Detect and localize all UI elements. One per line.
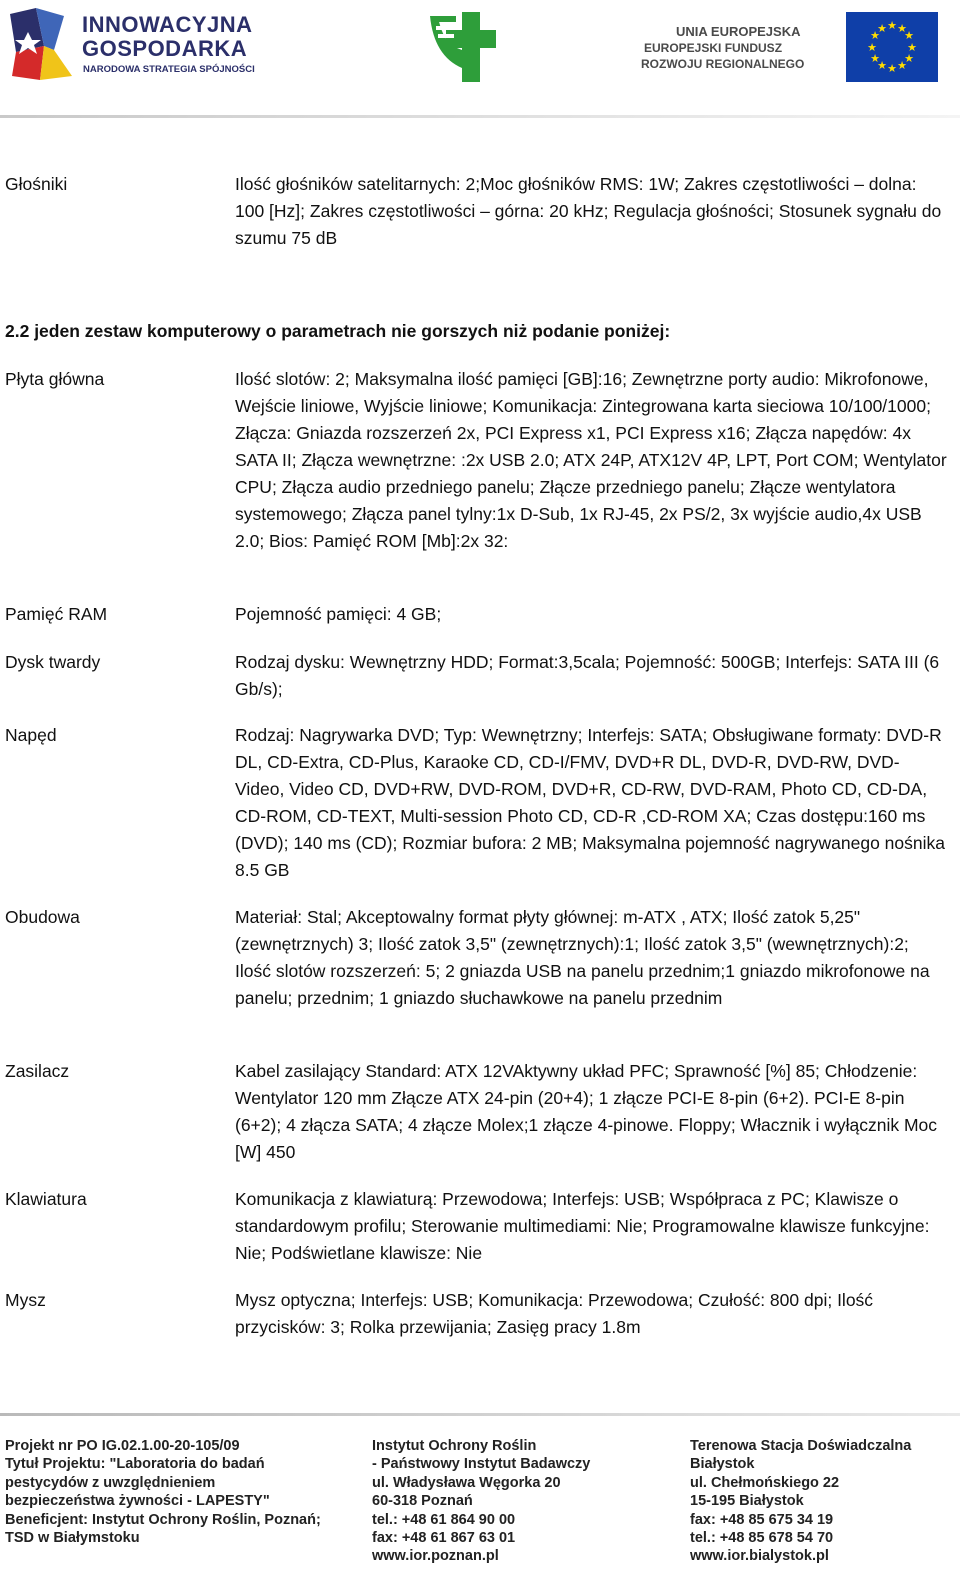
footer-tsd-bialystok bbox=[690, 1437, 911, 1566]
svg-text:★: ★ bbox=[867, 41, 877, 54]
footer-line: tel.: +48 85 678 54 70 bbox=[690, 1530, 834, 1547]
ior-logo bbox=[428, 10, 498, 85]
footer-line: fax: +48 61 867 63 01 bbox=[372, 1530, 516, 1547]
footer-divider bbox=[0, 1413, 960, 1416]
footer-line: Terenowa Stacja Doświadczalna bbox=[690, 1438, 912, 1454]
svg-text:★: ★ bbox=[897, 59, 907, 72]
spec-value: Ilość slotów: 2; Maksymalna ilość pamięci [GB]:16; Zewnętrzne porty audio: Mikrofonowe, Wejście liniowe, Wyjście liniowe; Komunikacja: Zintegrowana karta sieciowa 10/100/1000; Złącza: Gniazda rozszerzeń 2x, PCI Express x1, PCI Express x16; Złącza napędów: 4x SATA II; Złącza wewnętrzne: :2x USB 2.0; ATX 24P, ATX12V 4P, LPT, Port COM; Wentylator CPU; Złącza audio przedniego panelu; Złącze przedniego panelu; Złącze wentylatora systemowego; Złącza panel tylny:1x D-Sub, 1x RJ-45, 2x PS/2, 3x wyjście audio,4x USB 2.0; Bios: Pamięć ROM [Mb]:2x 32: bbox=[235, 369, 947, 551]
footer-line: Instytut Ochrony Roślin bbox=[372, 1438, 537, 1454]
ig-subtitle: NARODOWA STRATEGIA SPÓJNOŚCI bbox=[83, 64, 255, 75]
footer-line: ul. Chełmońskiego 22 bbox=[690, 1474, 840, 1491]
footer-line: Białystok bbox=[690, 1456, 755, 1473]
footer-line: - Państwowy Instytut Badawczy bbox=[372, 1456, 591, 1473]
spec-value: Rodzaj dysku: Wewnętrzny HDD; Format:3,5cala; Pojemność: 500GB; Interfejs: SATA III (6 Gb/s); bbox=[235, 652, 940, 699]
innowacyjna-gospodarka-logo bbox=[6, 6, 291, 86]
footer-line: pestycydów z uwzględnieniem bbox=[5, 1474, 216, 1491]
footer-ior-poznan bbox=[372, 1437, 590, 1566]
spec-value: Materiał: Stal; Akceptowalny format płyty głównej: m-ATX , ATX; Ilość zatok 5,25" (zewnętrznych) 3; Ilość zatok 3,5" (zewnętrznych):1; Ilość zatok 3,5" (wewnętrznych):2; Ilość slotów rozszerzeń: 5; 2 gniazda USB na panelu przednim;1 gniazdo mikrofonowe na panelu; przednim; 1 gniazdo słuchawkowe na panelu przednim bbox=[235, 907, 930, 1008]
ig-name-line2: GOSPODARKA bbox=[82, 36, 248, 61]
spec-label: Obudowa bbox=[5, 907, 80, 927]
footer-line: Tytuł Projektu: "Laboratoria do badań bbox=[5, 1456, 265, 1473]
ior-cross-icon bbox=[428, 10, 498, 85]
footer-project-info bbox=[5, 1437, 321, 1547]
page-header bbox=[0, 0, 960, 120]
spec-label: Zasilacz bbox=[5, 1061, 70, 1081]
spec-label: Głośniki bbox=[5, 174, 68, 194]
spec-value: Komunikacja z klawiaturą: Przewodowa; Interfejs: USB; Współpraca z PC; Klawisze o standardowym profilu; Sterowanie multimediami: Nie; Programowalne klawisze funkcyjne: Nie; Podświetlane klawisze: Nie bbox=[235, 1189, 930, 1263]
header-divider bbox=[0, 115, 960, 118]
section-title: 2.2 jeden zestaw komputerowy o parametrach nie gorszych niż podanie poniżej: bbox=[5, 321, 671, 341]
eu-flag-icon bbox=[846, 12, 938, 82]
svg-text:★: ★ bbox=[877, 59, 887, 72]
footer-link[interactable]: www.ior.bialystok.pl bbox=[690, 1548, 829, 1565]
ue-line1: UNIA EUROPEJSKA bbox=[676, 24, 801, 39]
spec-label: Mysz bbox=[5, 1290, 46, 1310]
spec-value: Rodzaj: Nagrywarka DVD; Typ: Wewnętrzny; Interfejs: SATA; Obsługiwane formaty: DVD-R DL, CD-Extra, CD-Plus, Karaoke CD, CD-I/FMV, DVD+R DL, DVD-R, DVD-RW, DVD-Video, Video CD, DVD+RW, DVD-ROM, DVD+R, CD-RW, DVD-RAM, Photo CD, CD-DA, CD-ROM, CD-TEXT, Multi-session Photo CD, CD-R ,CD-ROM XA; Czas dostępu:160 ms (DVD); 140 ms (CD); Rozmiar bufora: 2 MB; Maksymalna pojemność nagrywanego nośnika 8.5 GB bbox=[235, 725, 945, 880]
footer-line: fax: +48 85 675 34 19 bbox=[690, 1511, 834, 1528]
spec-value: Mysz optyczna; Interfejs: USB; Komunikacja: Przewodowa; Czułość: 800 dpi; Ilość przycisków: 3; Rolka przewijania; Zasięg pracy 1.8m bbox=[235, 1290, 874, 1337]
ig-name-line1: INNOWACYJNA bbox=[82, 12, 253, 37]
footer-line: bezpieczeństwa żywności - LAPESTY" bbox=[5, 1493, 270, 1510]
ue-line2: EUROPEJSKI FUNDUSZ bbox=[644, 41, 783, 55]
svg-text:★: ★ bbox=[904, 29, 914, 42]
spec-label: Klawiatura bbox=[5, 1189, 87, 1209]
svg-text:★: ★ bbox=[887, 62, 897, 75]
footer-line: 15-195 Białystok bbox=[690, 1493, 804, 1510]
spec-label: Dysk twardy bbox=[5, 652, 101, 672]
spec-value: Pojemność pamięci: 4 GB; bbox=[235, 604, 442, 624]
spec-label: Pamięć RAM bbox=[5, 604, 108, 624]
footer-line: 60-318 Poznań bbox=[372, 1493, 473, 1510]
spec-label: Płyta główna bbox=[5, 369, 105, 389]
footer-line: Projekt nr PO IG.02.1.00-20-105/09 bbox=[5, 1438, 240, 1454]
spec-label: Napęd bbox=[5, 725, 57, 745]
unia-europejska-logo bbox=[640, 10, 940, 90]
spec-value: Ilość głośników satelitarnych: 2;Moc głośników RMS: 1W; Zakres częstotliwości – dolna: 100 [Hz]; Zakres częstotliwości – górna: 20 kHz; Regulacja głośności; Stosunek sygnału do szumu 75 dB bbox=[235, 174, 942, 248]
footer-line: ul. Władysława Węgorka 20 bbox=[372, 1474, 561, 1491]
footer-link[interactable]: www.ior.poznan.pl bbox=[372, 1548, 499, 1565]
svg-text:★: ★ bbox=[907, 41, 917, 54]
svg-text:★: ★ bbox=[877, 22, 887, 35]
svg-text:★: ★ bbox=[904, 52, 914, 65]
svg-text:★: ★ bbox=[887, 19, 897, 32]
svg-text:★: ★ bbox=[897, 22, 907, 35]
footer-line: TSD w Białymstoku bbox=[5, 1530, 140, 1547]
svg-text:★: ★ bbox=[870, 29, 880, 42]
ig-emblem-icon bbox=[6, 6, 78, 84]
footer-line: Beneficjent: Instytut Ochrony Roślin, Poznań; bbox=[5, 1511, 321, 1528]
ue-line3: ROZWOJU REGIONALNEGO bbox=[641, 57, 805, 71]
svg-text:★: ★ bbox=[870, 52, 880, 65]
footer-line: tel.: +48 61 864 90 00 bbox=[372, 1511, 516, 1528]
spec-value: Kabel zasilający Standard: ATX 12VAktywny układ PFC; Sprawność [%] 85; Chłodzenie: Wentylator 120 mm Złącze ATX 24-pin (20+4); 1 złącze PCI-E 8-pin (6+2). PCI-E 8-pin (6+2); 4 złącza SATA; 4 złącze Molex;1 złącze 4-pinowe. Floppy; Włacznik i wyłącznik Moc [W] 450 bbox=[235, 1061, 938, 1162]
